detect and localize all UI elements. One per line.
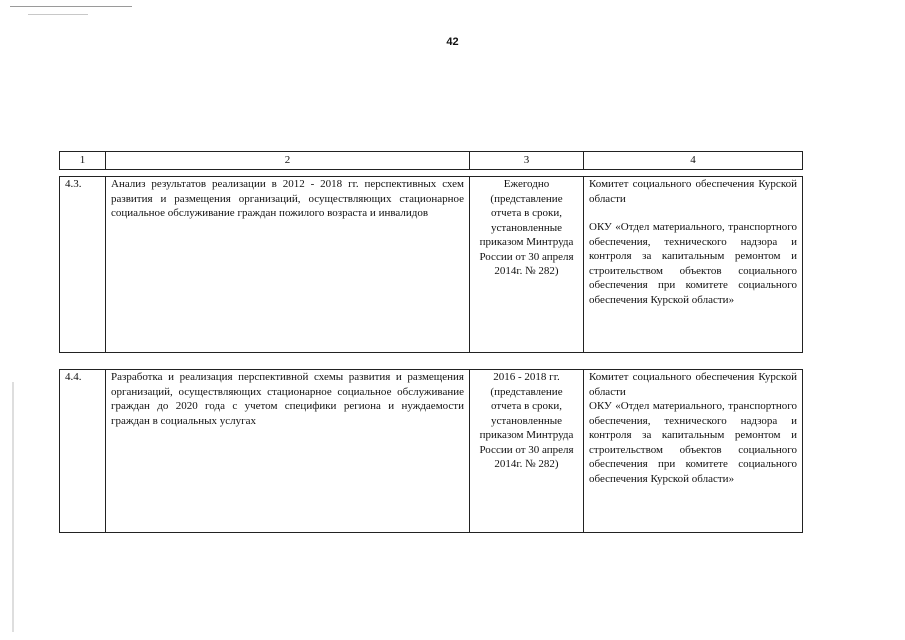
header-col-1: 1 (60, 152, 106, 170)
table-fragment-4-3 (59, 176, 803, 353)
table-row (60, 370, 803, 533)
scan-margin-mark (12, 382, 14, 632)
row-number: 4.3. (60, 177, 106, 353)
row-responsible (584, 370, 803, 533)
table-row (60, 177, 803, 353)
row-description: Разработка и реализация перспективной схемы развития и размещения организаций, осуществляющих стационарное социальное обслуживание граждан до 2020 года с учетом специфики региона и нуждаемости граждан в социальных услугах (106, 370, 470, 533)
row-deadline: Ежегодно (представление отчета в сроки, установленные приказом Минтруда России от 30 апреля 2014г. № 282) (470, 177, 584, 353)
header-col-3: 3 (470, 152, 584, 170)
responsible-oku: ОКУ «Отдел материального, транспортного обеспечения, технического надзора и контроля за капитальным ремонтом и строительством объектов социального обеспечения при комитете социального обеспечения Курской области» (589, 400, 797, 485)
scan-border-mark (28, 14, 88, 15)
row-description: Анализ результатов реализации в 2012 - 2018 гг. перспективных схем развития и размещения организаций, осуществляющих стационарное социальное обслуживание граждан пожилого возраста и инвалидов (106, 177, 470, 353)
table-header (59, 151, 803, 170)
row-deadline: 2016 - 2018 гг. (представление отчета в сроки, установленные приказом Минтруда России от 30 апреля 2014г. № 282) (470, 370, 584, 533)
table-fragment-4-4 (59, 369, 803, 533)
row-responsible (584, 177, 803, 353)
responsible-committee: Комитет социального обеспечения Курской области (589, 371, 797, 398)
table-header-row (60, 152, 803, 170)
header-col-2: 2 (106, 152, 470, 170)
header-col-4: 4 (584, 152, 803, 170)
page-number: 42 (446, 36, 459, 48)
row-number: 4.4. (60, 370, 106, 533)
responsible-committee: Комитет социального обеспечения Курской области (589, 178, 797, 205)
responsible-oku: ОКУ «Отдел материального, транспортного обеспечения, технического надзора и контроля за капитальным ремонтом и строительством объектов социального обеспечения при комитете социального обеспечения Курской области» (589, 221, 797, 306)
scan-border-mark (10, 6, 132, 7)
paragraph-gap (589, 206, 797, 220)
